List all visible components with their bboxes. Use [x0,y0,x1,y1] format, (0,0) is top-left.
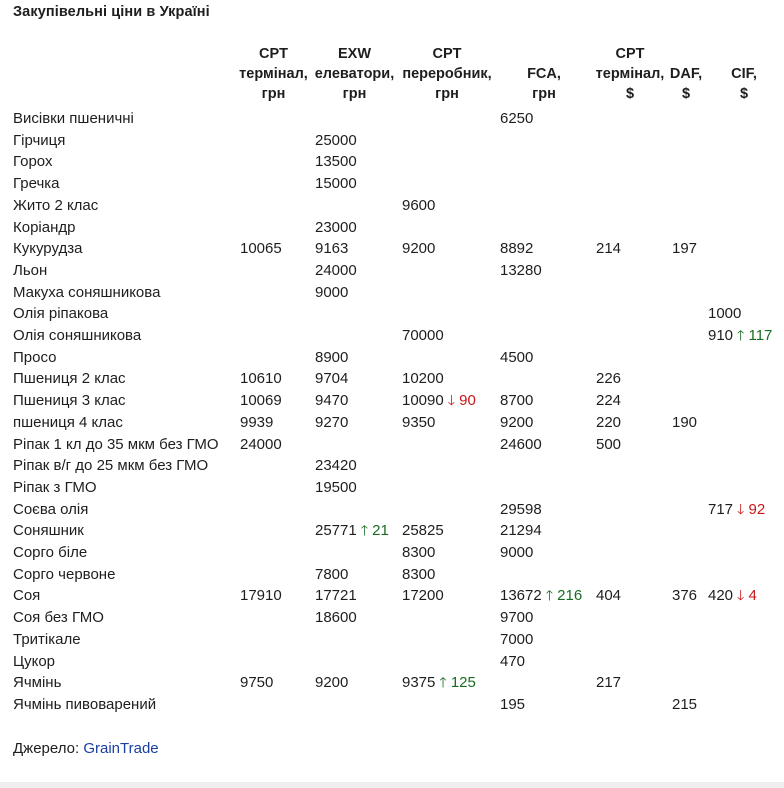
price-cell [311,629,398,651]
arrow-down-icon: 🡓 [737,587,745,604]
price-cell [496,672,592,694]
price-cell: 8300 [402,565,436,583]
price-cell [311,325,398,347]
table-row [9,173,784,195]
price-cell [592,173,668,195]
price-cell [668,564,704,586]
product-name: Кукурудза [13,240,83,258]
price-cell: 10200 [402,370,444,388]
product-name: Сорго червоне [13,565,116,583]
price-cell [704,151,784,173]
price-cell [311,108,398,130]
price-cell: 9000 [500,544,534,562]
price-cell [668,520,704,542]
price-cell: 17200 [402,587,444,605]
table-row [9,303,784,325]
table-row [9,195,784,217]
table-row [9,651,784,673]
price-cell [704,607,784,629]
price-cell [236,651,311,673]
price-cell [236,347,311,369]
price-cell: 376 [672,587,698,605]
price-cell [496,282,592,304]
product-name: Олія ріпакова [13,305,109,323]
price-cell [398,130,496,152]
table-row [9,325,784,347]
price-cell: 9200 [500,413,534,431]
price-cell: 9704 [315,370,349,388]
price-cell: 6250 [500,110,534,127]
product-name: Коріандр [13,218,76,236]
price-cell [668,217,704,239]
price-cell [704,542,784,564]
price-change: 90 [459,392,476,410]
product-name: Олія соняшникова [13,327,142,345]
price-cell: 197 [672,240,698,258]
table-row [9,260,784,282]
price-cell: 9600 [402,196,436,214]
arrow-down-icon: 🡓 [447,392,455,409]
table-row [9,434,784,456]
price-cell: 70000 [402,327,444,345]
price-value: 10090 [402,392,444,410]
price-cell [668,173,704,195]
product-name: Горох [13,153,53,171]
price-cell [704,412,784,434]
price-table [9,44,784,716]
price-cell: 500 [596,435,622,453]
price-cell [704,282,784,304]
price-cell [236,477,311,499]
price-cell: 19500 [315,478,357,496]
product-name: Пшениця 3 клас [13,392,126,410]
price-cell [592,195,668,217]
price-cell [704,434,784,456]
price-cell [592,282,668,304]
price-cell [704,260,784,282]
price-cell [704,173,784,195]
price-cell [311,434,398,456]
product-name: Ріпак в/г до 25 мкм без ГМО [13,457,209,475]
price-cell [668,672,704,694]
price-cell: 220 [596,413,622,431]
column-header: CIF, $ [731,66,757,102]
price-cell [311,651,398,673]
price-cell [398,390,496,412]
table-row [9,455,784,477]
price-cell [398,672,496,694]
price-cell: 195 [500,695,526,713]
price-cell: 24000 [240,435,282,453]
table-row [9,238,784,260]
price-cell [592,217,668,239]
price-cell: 215 [672,695,698,713]
price-cell [592,260,668,282]
price-cell [398,455,496,477]
price-cell [398,629,496,651]
price-cell [592,629,668,651]
price-cell: 10069 [240,392,282,410]
price-cell: 24600 [500,435,542,453]
price-cell [668,542,704,564]
price-cell [398,499,496,521]
price-cell: 1000 [708,305,742,323]
table-row [9,282,784,304]
price-cell [398,477,496,499]
price-cell: 8300 [402,544,436,562]
product-name: Жито 2 клас [13,196,99,214]
product-name: Тритікале [13,630,81,648]
price-cell [668,477,704,499]
price-cell: 24000 [315,261,357,279]
price-cell [668,195,704,217]
price-cell [668,651,704,673]
product-name: Гречка [13,175,60,193]
table-row [9,390,784,412]
price-change: 117 [748,327,773,345]
price-cell [496,325,592,347]
price-cell [311,499,398,521]
price-cell [704,477,784,499]
price-cell [496,151,592,173]
price-cell [592,151,668,173]
price-cell [398,694,496,716]
price-cell: 18600 [315,609,357,627]
price-cell: 25825 [402,522,444,540]
price-cell [398,434,496,456]
table-row [9,368,784,390]
price-cell [668,499,704,521]
price-cell: 9470 [315,392,349,410]
price-cell [496,585,592,607]
price-cell [704,499,784,521]
product-name: Соя без ГМО [13,609,104,627]
price-cell [496,217,592,239]
arrow-down-icon: 🡓 [737,500,745,517]
table-body [9,108,784,716]
product-name: Макуха соняшникова [13,283,161,301]
price-cell [668,607,704,629]
product-name: Ячмінь пивоварений [13,695,157,713]
price-cell [668,151,704,173]
price-cell [592,542,668,564]
price-cell [668,108,704,130]
product-name: Ріпак 1 кл до 35 мкм без ГМО [13,435,219,453]
price-cell [592,303,668,325]
price-cell [592,325,668,347]
price-cell [311,195,398,217]
product-name: Висівки пшеничні [13,110,134,127]
price-cell [668,347,704,369]
product-name: Гірчиця [13,131,66,149]
price-change: 4 [748,587,757,605]
source-link[interactable]: GrainTrade [83,740,159,757]
price-cell [668,455,704,477]
price-cell [236,455,311,477]
arrow-up-icon: 🡑 [360,522,368,539]
table-row [9,629,784,651]
price-value: 420 [708,587,734,605]
price-cell [496,173,592,195]
table-header-row [9,44,784,108]
arrow-up-icon: 🡑 [439,674,447,691]
column-header: CPT термінал, $ [595,46,665,102]
price-cell [496,368,592,390]
price-cell [236,499,311,521]
price-cell [236,629,311,651]
price-cell [704,325,784,347]
price-cell [704,238,784,260]
price-cell [592,694,668,716]
price-cell: 23420 [315,457,357,475]
price-cell [236,325,311,347]
price-cell [704,455,784,477]
price-cell [236,607,311,629]
price-cell [704,195,784,217]
product-name: пшениця 4 клас [13,413,123,431]
column-header: DAF, $ [669,66,703,102]
price-cell: 10610 [240,370,282,388]
price-cell [592,520,668,542]
price-cell: 17910 [240,587,282,605]
price-cell [236,520,311,542]
price-cell: 9939 [240,413,274,431]
price-value: 717 [708,500,734,518]
price-cell [398,282,496,304]
price-cell: 9750 [240,674,274,692]
price-cell: 214 [596,240,622,258]
price-cell [496,564,592,586]
table-row [9,564,784,586]
price-cell: 9350 [402,413,436,431]
price-cell [592,564,668,586]
price-cell [236,694,311,716]
price-cell [311,303,398,325]
price-change: 125 [450,674,476,692]
price-cell: 8700 [500,392,534,410]
price-cell [398,651,496,673]
price-cell [592,455,668,477]
price-cell [592,108,668,130]
price-cell: 224 [596,392,622,410]
price-cell [704,217,784,239]
price-value: 9375 [402,674,436,692]
price-cell [398,260,496,282]
price-cell [704,651,784,673]
price-cell [496,130,592,152]
price-cell [311,542,398,564]
table-row [9,477,784,499]
table-row [9,412,784,434]
table-row [9,217,784,239]
column-header: FCA, грн [527,66,561,102]
product-name: Пшениця 2 клас [13,370,126,388]
price-cell: 13500 [315,153,357,171]
price-cell: 226 [596,370,622,388]
price-cell: 9200 [315,674,349,692]
price-cell [398,303,496,325]
price-cell [398,607,496,629]
price-value: 910 [708,327,734,345]
price-cell [496,195,592,217]
price-cell: 7800 [315,565,349,583]
price-change: 216 [557,587,583,605]
arrow-up-icon: 🡑 [545,587,553,604]
price-cell [668,303,704,325]
price-cell [236,542,311,564]
price-cell [592,477,668,499]
price-cell [236,303,311,325]
price-cell [311,520,398,542]
price-cell: 17721 [315,587,357,605]
price-cell [592,499,668,521]
price-cell [668,260,704,282]
product-name: Просо [13,348,57,366]
column-header: CPT переробник, грн [402,46,492,102]
source-line [13,740,159,757]
table-row [9,520,784,542]
price-cell [236,108,311,130]
table-row [9,347,784,369]
price-cell: 217 [596,674,622,692]
table-row [9,499,784,521]
price-cell [236,260,311,282]
price-cell: 29598 [500,500,542,518]
price-cell [668,130,704,152]
price-cell: 23000 [315,218,357,236]
price-value: 13672 [500,587,542,605]
price-cell: 7000 [500,630,534,648]
price-cell: 9163 [315,240,349,258]
price-cell [496,477,592,499]
column-header: EXW елеватори, грн [314,46,395,102]
price-cell [704,585,784,607]
column-header: CPT термінал, грн [239,46,308,102]
table-row [9,694,784,716]
price-cell [704,130,784,152]
source-label: Джерело: [13,740,84,757]
table-row [9,607,784,629]
price-cell [398,151,496,173]
product-name: Соя [13,587,41,605]
price-cell [668,325,704,347]
product-name: Цукор [13,652,56,670]
price-cell: 25000 [315,131,357,149]
arrow-up-icon: 🡑 [737,327,745,344]
table-row [9,108,784,130]
price-cell [704,347,784,369]
product-name: Ячмінь [13,674,62,692]
table-row [9,130,784,152]
price-cell: 15000 [315,175,357,193]
product-name: Соняшник [13,522,84,540]
product-name: Соєва олія [13,500,89,518]
price-cell: 8900 [315,348,349,366]
price-cell [592,607,668,629]
price-cell: 10065 [240,240,282,258]
price-cell: 9200 [402,240,436,258]
price-cell: 190 [672,413,698,431]
price-change: 21 [372,522,389,540]
price-cell [236,151,311,173]
column-header [9,44,236,108]
price-cell [236,173,311,195]
price-cell: 404 [596,587,622,605]
price-cell [704,672,784,694]
table-row [9,585,784,607]
price-cell [668,629,704,651]
price-cell [236,217,311,239]
product-name: Ріпак з ГМО [13,478,97,496]
price-cell: 470 [500,652,526,670]
price-cell [704,564,784,586]
price-cell: 9000 [315,283,349,301]
price-cell [398,173,496,195]
table-row [9,151,784,173]
price-cell [592,651,668,673]
price-cell [668,282,704,304]
price-cell [668,434,704,456]
price-change: 92 [748,500,766,518]
table-row [9,542,784,564]
price-cell [704,694,784,716]
price-cell [398,217,496,239]
price-cell [236,564,311,586]
price-cell [704,368,784,390]
price-cell [704,629,784,651]
price-cell [236,195,311,217]
table-row [9,672,784,694]
price-cell: 9270 [315,413,349,431]
bottom-divider [0,782,784,788]
price-cell [668,368,704,390]
price-cell: 21294 [500,522,542,540]
price-cell [704,108,784,130]
page-title: Закупівельні ціни в Україні [13,4,210,20]
price-cell [592,130,668,152]
price-cell [496,303,592,325]
price-cell [398,108,496,130]
price-cell: 8892 [500,240,534,258]
price-cell [704,520,784,542]
price-cell: 13280 [500,261,542,279]
price-cell: 4500 [500,348,534,366]
product-name: Сорго біле [13,544,88,562]
price-cell: 9700 [500,609,534,627]
price-cell [398,347,496,369]
product-name: Льон [13,261,48,279]
price-cell [236,282,311,304]
price-cell [704,390,784,412]
price-cell [236,130,311,152]
price-cell [496,455,592,477]
price-cell [668,390,704,412]
price-cell [311,694,398,716]
price-cell [592,347,668,369]
price-value: 25771 [315,522,357,540]
